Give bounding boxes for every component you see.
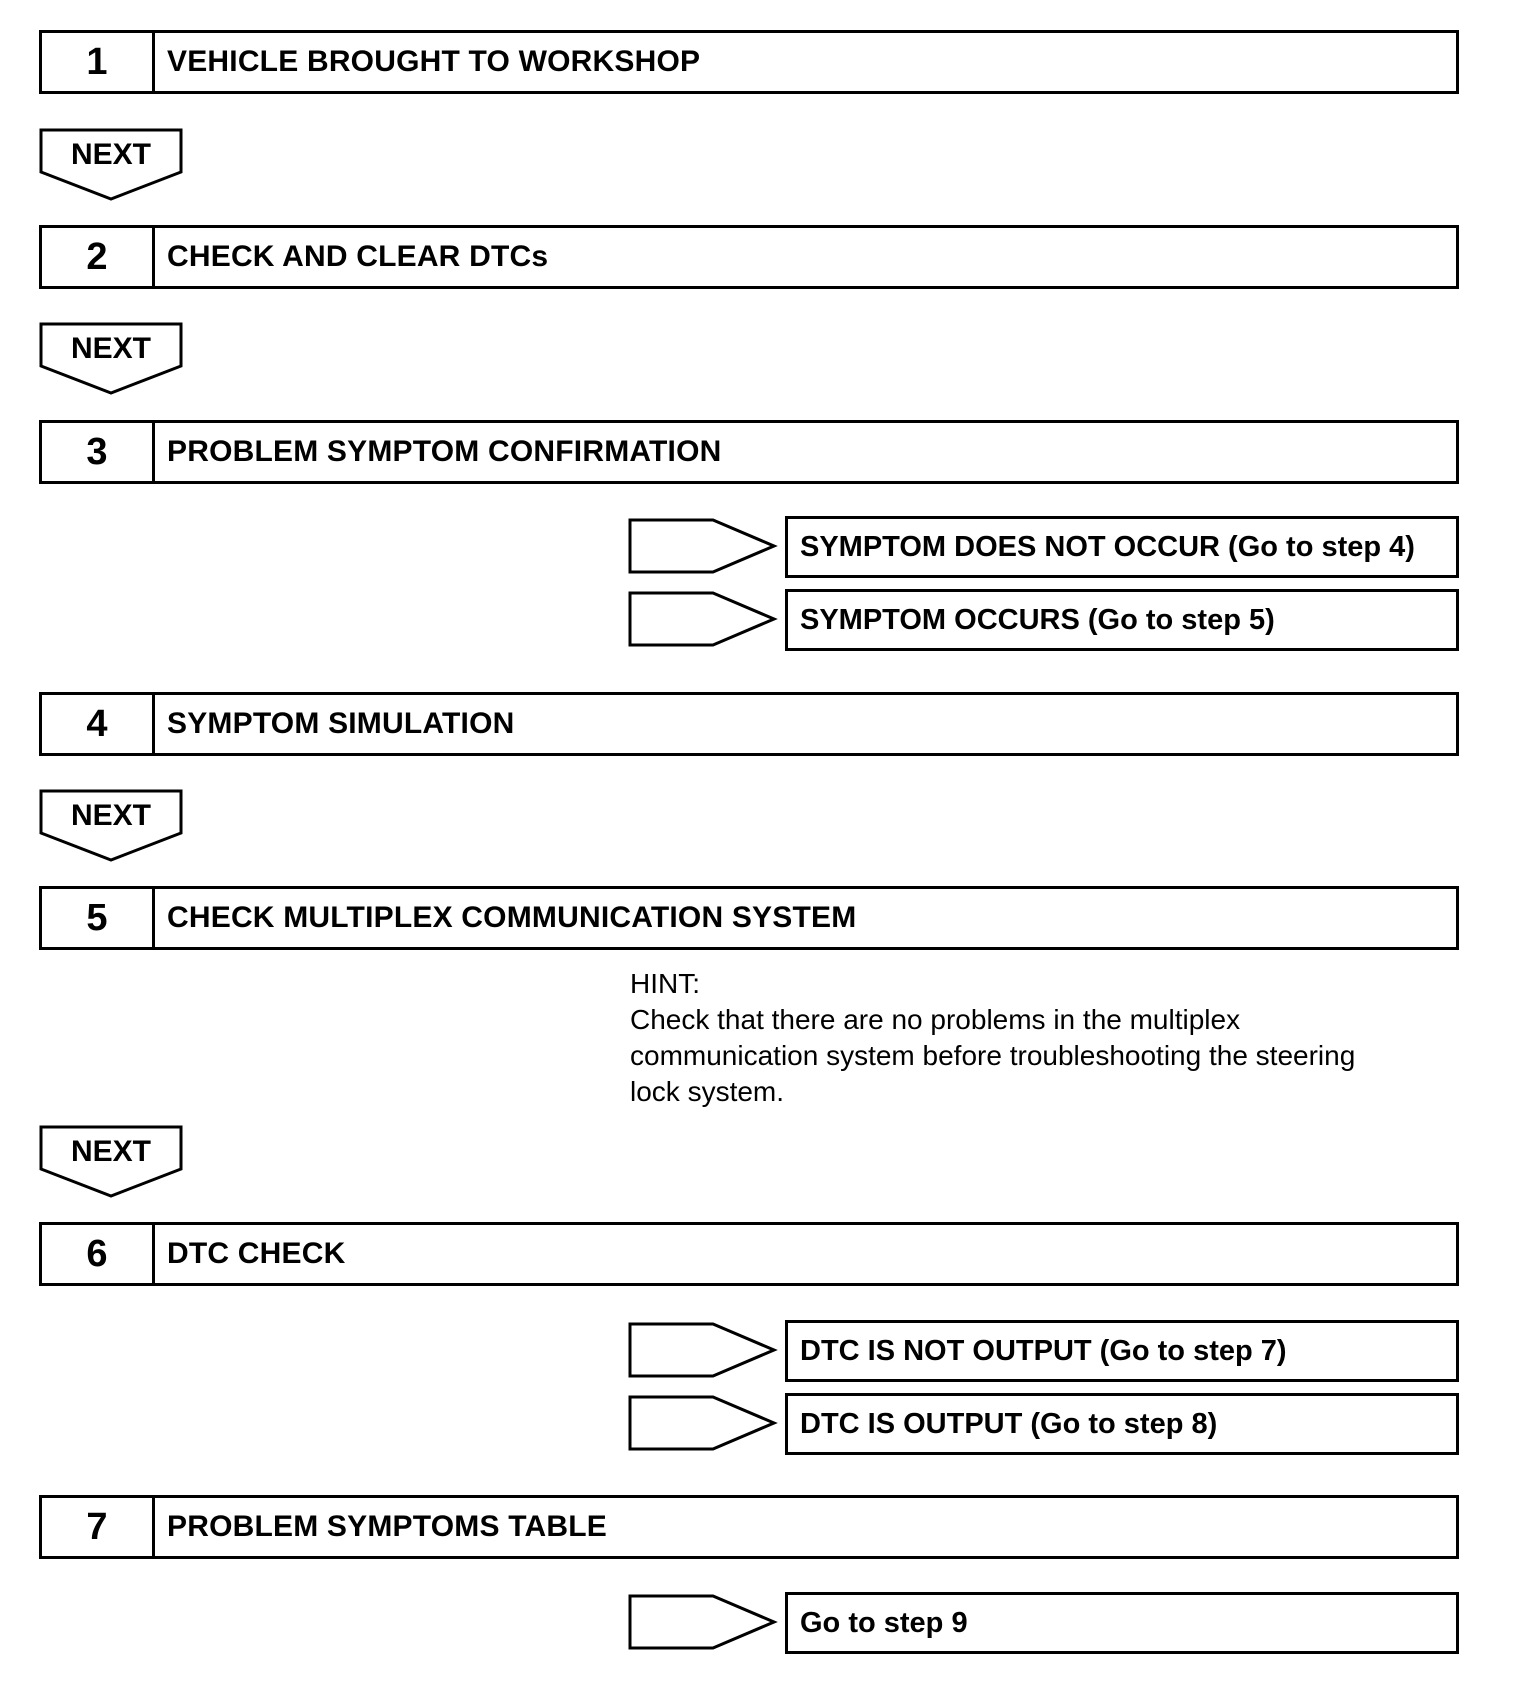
hint-line: Check that there are no problems in the multiplex	[630, 1004, 1241, 1035]
branch-result-box: SYMPTOM DOES NOT OCCUR (Go to step 4)	[785, 516, 1459, 578]
step-number: 1	[42, 33, 155, 91]
branch-symptom-occurs	[628, 589, 1459, 651]
next-arrow-1	[39, 128, 183, 202]
next-arrow-2	[39, 322, 183, 396]
hint-line: lock system.	[630, 1076, 785, 1107]
step-5-box	[39, 886, 1459, 950]
step-7-box	[39, 1495, 1459, 1559]
hint-line: communication system before troubleshooting the steering	[630, 1040, 1356, 1071]
branch-arrow-icon	[628, 1592, 778, 1652]
branch-arrow-icon	[628, 516, 778, 576]
step-number: 4	[42, 695, 155, 753]
branch-result-box: DTC IS NOT OUTPUT (Go to step 7)	[785, 1320, 1459, 1382]
hint-note	[630, 966, 1450, 1110]
hint-heading: HINT:	[630, 968, 700, 999]
next-label: NEXT	[70, 1135, 151, 1168]
step-6-box	[39, 1222, 1459, 1286]
step-number: 3	[42, 423, 155, 481]
step-title: SYMPTOM SIMULATION	[167, 707, 515, 740]
step-2-box	[39, 225, 1459, 289]
step-title: PROBLEM SYMPTOM CONFIRMATION	[167, 435, 722, 468]
branch-result-box: SYMPTOM OCCURS (Go to step 5)	[785, 589, 1459, 651]
next-arrow-4	[39, 1125, 183, 1199]
step-4-box	[39, 692, 1459, 756]
branch-dtc-output	[628, 1393, 1459, 1455]
branch-arrow-icon	[628, 589, 778, 649]
step-3-box	[39, 420, 1459, 484]
step-title: CHECK MULTIPLEX COMMUNICATION SYSTEM	[167, 901, 857, 934]
step-number: 2	[42, 228, 155, 286]
branch-result-box: DTC IS OUTPUT (Go to step 8)	[785, 1393, 1459, 1455]
step-number: 7	[42, 1498, 155, 1556]
step-title: CHECK AND CLEAR DTCs	[167, 240, 549, 273]
branch-arrow-icon	[628, 1320, 778, 1380]
branch-go-to-step-9	[628, 1592, 1459, 1654]
branch-symptom-not-occur	[628, 516, 1459, 578]
step-number: 6	[42, 1225, 155, 1283]
next-arrow-3	[39, 789, 183, 863]
branch-arrow-icon	[628, 1393, 778, 1453]
branch-dtc-not-output	[628, 1320, 1459, 1382]
step-title: PROBLEM SYMPTOMS TABLE	[167, 1510, 607, 1543]
next-label: NEXT	[70, 138, 151, 171]
step-1-box	[39, 30, 1459, 94]
step-number: 5	[42, 889, 155, 947]
next-label: NEXT	[70, 332, 151, 365]
next-label: NEXT	[70, 799, 151, 832]
step-title: DTC CHECK	[167, 1237, 346, 1270]
step-title: VEHICLE BROUGHT TO WORKSHOP	[167, 45, 701, 78]
branch-result-box: Go to step 9	[785, 1592, 1459, 1654]
